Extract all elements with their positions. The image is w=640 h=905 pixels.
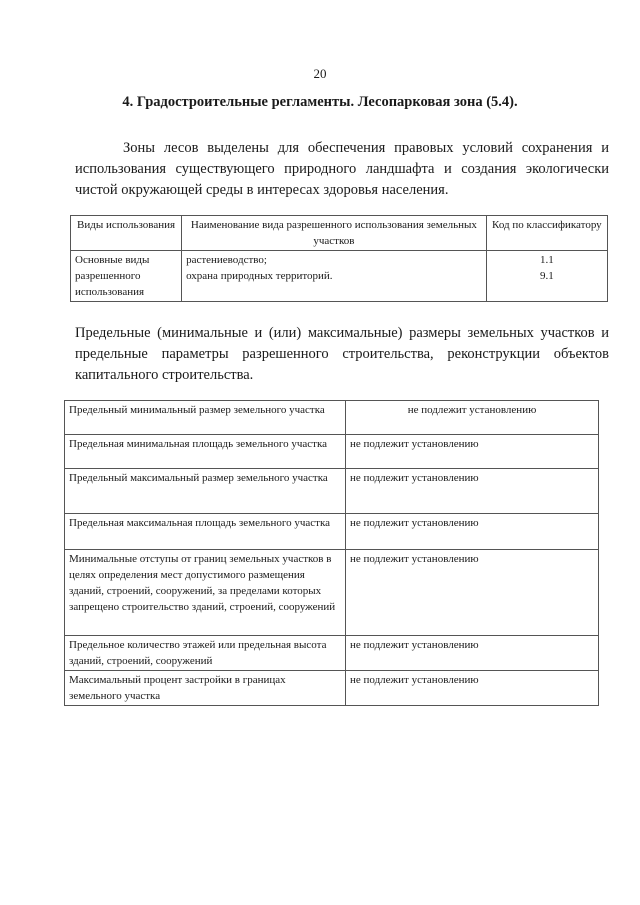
table-row (65, 550, 599, 636)
header-usage-name: Наименование вида разрешенного использования земельных участков (182, 216, 487, 251)
usage-name: растениеводство; (186, 254, 267, 266)
param-cell: Предельный минимальный размер земельного участка (65, 401, 346, 435)
param-cell: Предельный максимальный размер земельного участка (65, 469, 346, 514)
table-row (65, 671, 599, 706)
value-cell: не подлежит установлению (346, 401, 599, 435)
usage-kind-cell: Основные виды разрешенного использования (71, 251, 182, 302)
limits-paragraph: Предельные (минимальные и (или) максимальные) размеры земельных участков и предельные параметры разрешенного строительства, реконструкции объектов капитального строительства. (75, 325, 609, 383)
param-cell: Максимальный процент застройки в границах земельного участка (65, 671, 346, 706)
value-cell: не подлежит установлению (346, 469, 599, 514)
value-cell: не подлежит установлению (346, 636, 599, 671)
usage-name: охрана природных территорий. (186, 270, 333, 282)
usage-code: 9.1 (539, 270, 554, 282)
table-row (65, 469, 599, 514)
param-cell: Предельное количество этажей или предельная высота зданий, строений, сооружений (65, 636, 346, 671)
table-row (65, 435, 599, 469)
table-row (65, 401, 599, 435)
limits-table (64, 400, 599, 706)
usage-names-cell (182, 251, 487, 302)
header-code: Код по классификатору (486, 216, 607, 251)
usage-table-header (71, 216, 608, 251)
value-cell: не подлежит установлению (346, 514, 599, 550)
value-cell: не подлежит установлению (346, 435, 599, 469)
value-cell: не подлежит установлению (346, 550, 599, 636)
usage-table (70, 215, 608, 302)
header-usage-kind: Виды использования (71, 216, 182, 251)
usage-code: 1.1 (539, 254, 554, 266)
intro-paragraph: Зоны лесов выделены для обеспечения правовых условий сохранения и использования существующего природного ландшафта и создания экологически чистой окружающей среды в интересах здоровья населения. (75, 140, 609, 198)
page-number: 20 (313, 66, 327, 81)
usage-codes-cell (486, 251, 607, 302)
usage-table-row (71, 251, 608, 302)
param-cell: Минимальные отступы от границ земельных участков в целях определения мест допустимого размещения зданий, строений, сооружений, за пределами которых запрещено строительство зданий, строений, сооружений (65, 550, 346, 636)
param-cell: Предельная максимальная площадь земельного участка (65, 514, 346, 550)
section-heading: 4. Градостроительные регламенты. Лесопарковая зона (5.4). (122, 94, 518, 110)
param-cell: Предельная минимальная площадь земельного участка (65, 435, 346, 469)
table-row (65, 514, 599, 550)
table-row (65, 636, 599, 671)
value-cell: не подлежит установлению (346, 671, 599, 706)
